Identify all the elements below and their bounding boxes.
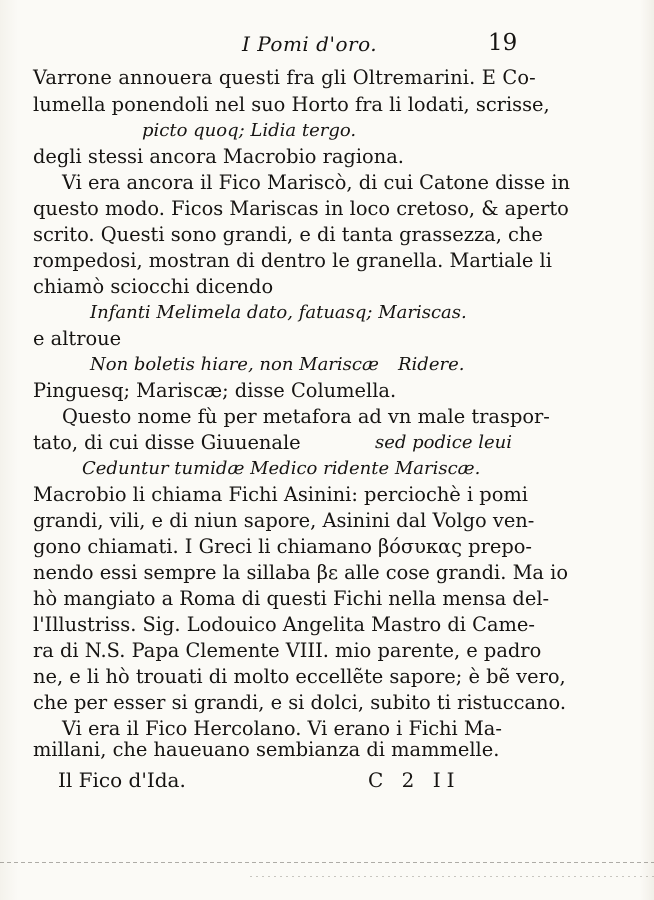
paragraph-start: Vi era ancora il Fico Mariscò, di cui Catone disse in (62, 171, 571, 194)
text-line: Varrone annouera questi fra gli Oltremarini. E Co- (33, 66, 536, 89)
text-line: gono chiamati. I Greci li chiamano βόσυκας prepo- (33, 535, 532, 558)
text-line: l'Illustriss. Sig. Lodouico Angelita Mastro di Came- (33, 613, 535, 636)
text-line: tato, di cui disse Giuuenale (33, 431, 301, 454)
text-line: scrito. Questi sono grandi, e di tanta grassezza, che (33, 223, 543, 246)
text-line: Macrobio li chiama Fichi Asinini: perciochè i pomi (33, 483, 528, 506)
paragraph-start: Questo nome fù per metafora ad vn male traspor- (62, 405, 550, 428)
page-edge-rule (250, 876, 654, 877)
page-footer (30, 768, 630, 798)
verse-line: Non boletis hiare, non Mariscæ (90, 354, 379, 375)
verse-line-end: Ridere. (398, 354, 465, 375)
text-line: e altroue (33, 327, 122, 350)
text-line: hò mangiato a Roma di questi Fichi nella mensa del- (33, 587, 550, 610)
text-line: degli stessi ancora Macrobio ragiona. (33, 145, 404, 168)
text-line: grandi, vili, e di niun sapore, Asinini dal Volgo ven- (33, 509, 535, 532)
paragraph-start: Vi era il Fico Hercolano. Vi erano i Fichi Ma- (62, 717, 502, 740)
text-line: nendo essi sempre la sillaba βε alle cose grandi. Ma io (33, 561, 569, 584)
text-line: ra di N.S. Papa Clemente VIII. mio parente, e padro (33, 639, 542, 662)
text-line: millani, che haueuano sembianza di mammelle. (33, 738, 500, 761)
catchword: Il Fico d'Ida. (58, 768, 186, 792)
text-line: che per esser si grandi, e si dolci, subito ti ristuccano. (33, 691, 567, 714)
page-number: 19 (488, 30, 518, 56)
page-header (30, 32, 630, 62)
verse-line: Infanti Melimela dato, fatuasq; Mariscas. (90, 302, 467, 323)
verse-line: picto quoq; Lidia tergo. (142, 120, 357, 141)
verse-line: sed podice leui (375, 432, 512, 453)
text-line: lumella ponendoli nel suo Horto fra li lodati, scrisse, (33, 93, 550, 116)
text-line: ne, e li hò trouati di molto eccellẽte sapore; è bẽ vero, (33, 665, 566, 688)
text-line: questo modo. Ficos Mariscas in loco cretoso, & aperto (33, 197, 569, 220)
page-edge-rule (0, 862, 654, 863)
running-title: I Pomi d'oro. (242, 32, 378, 56)
text-line: rompedosi, mostran di dentro le granella. Martiale li (33, 249, 552, 272)
signature-mark: C 2 II (368, 768, 461, 792)
verse-line: Ceduntur tumidæ Medico ridente Mariscæ. (82, 458, 481, 479)
text-line: chiamò sciocchi dicendo (33, 275, 274, 298)
text-line: Pinguesq; Mariscæ; disse Columella. (33, 379, 397, 402)
